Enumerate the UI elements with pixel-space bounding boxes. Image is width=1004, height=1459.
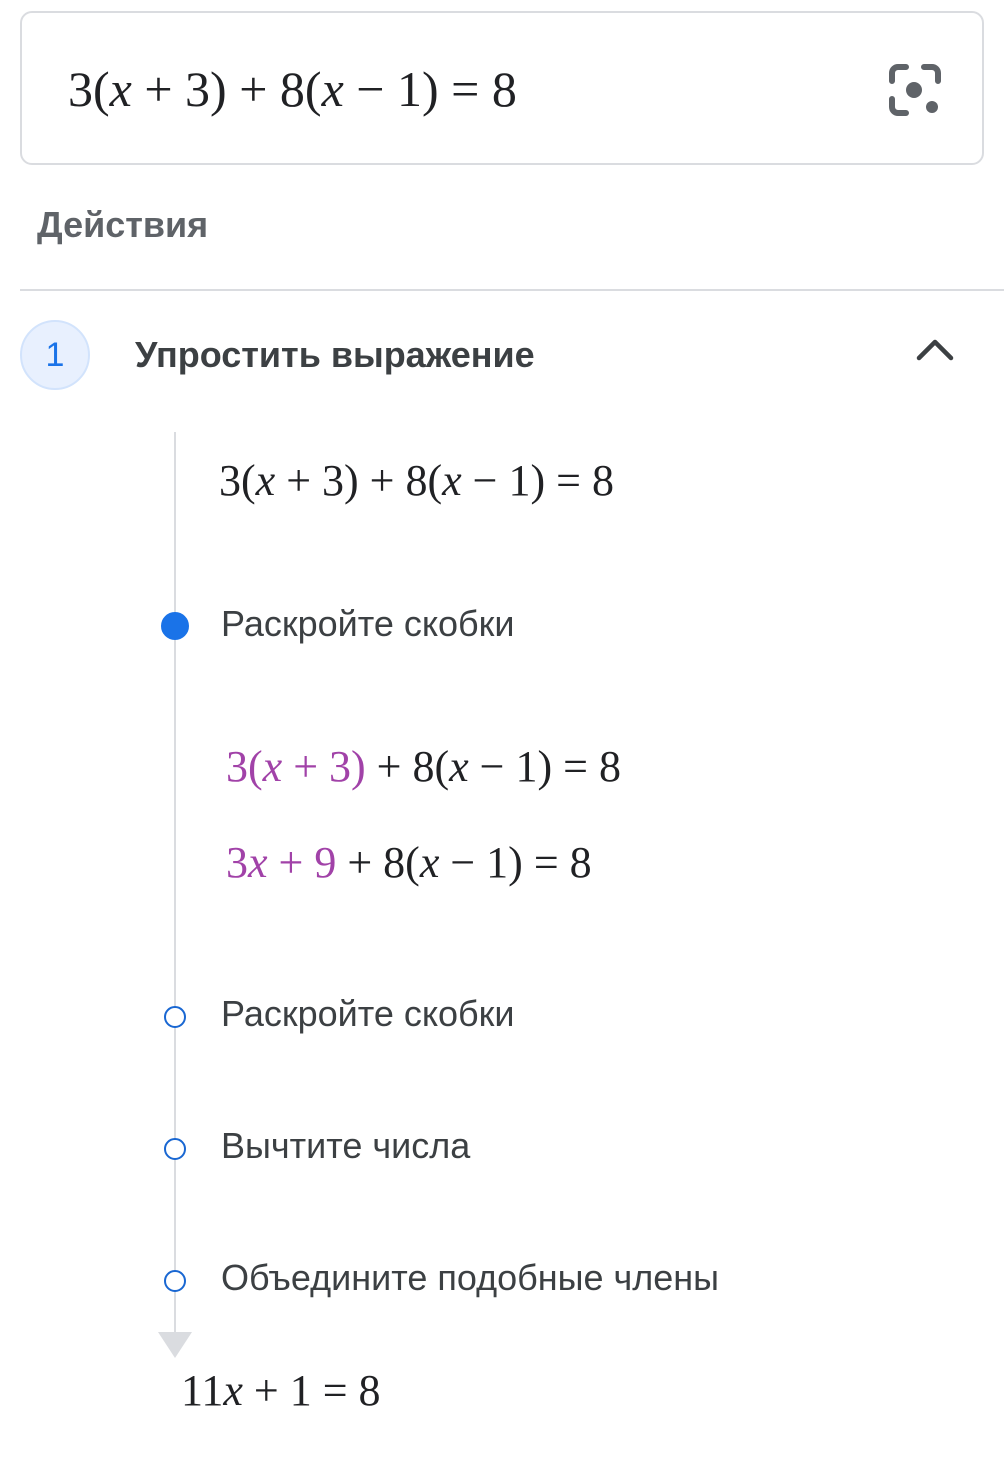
section-title: Действия — [37, 204, 209, 245]
active-substep-label[interactable]: Раскройте скобки — [221, 603, 515, 644]
divider — [20, 289, 1004, 291]
result-expression: 11x + 1 = 8 — [181, 1366, 381, 1415]
step-dot-icon — [164, 1006, 186, 1028]
substep-item[interactable]: Раскройте скобки — [221, 993, 515, 1034]
active-step-dot-icon — [161, 612, 189, 640]
arrow-down-icon — [158, 1332, 192, 1358]
substep-item[interactable]: Вычтите числа — [221, 1125, 471, 1166]
equation-input[interactable]: 3(x + 3) + 8(x − 1) = 8 — [68, 61, 517, 117]
step-number-badge: 1 — [20, 320, 90, 390]
highlighted-term: 3(x + 3) — [226, 742, 366, 791]
substep-expression-before: 3(x + 3) + 8(x − 1) = 8 — [226, 742, 621, 791]
step-dot-icon — [164, 1270, 186, 1292]
google-lens-icon[interactable] — [888, 63, 942, 117]
step-title: Упростить выражение — [135, 334, 535, 375]
start-expression: 3(x + 3) + 8(x − 1) = 8 — [219, 456, 614, 505]
equation-input-card[interactable] — [20, 11, 984, 165]
substep-expression-after: 3x + 9 + 8(x − 1) = 8 — [226, 838, 592, 887]
chevron-up-icon[interactable] — [915, 336, 955, 364]
substep-item[interactable]: Объедините подобные члены — [221, 1257, 720, 1298]
timeline-line — [174, 432, 176, 1334]
highlighted-term: 3x + 9 — [226, 838, 337, 887]
step-dot-icon — [164, 1138, 186, 1160]
step-header[interactable] — [20, 320, 1004, 392]
